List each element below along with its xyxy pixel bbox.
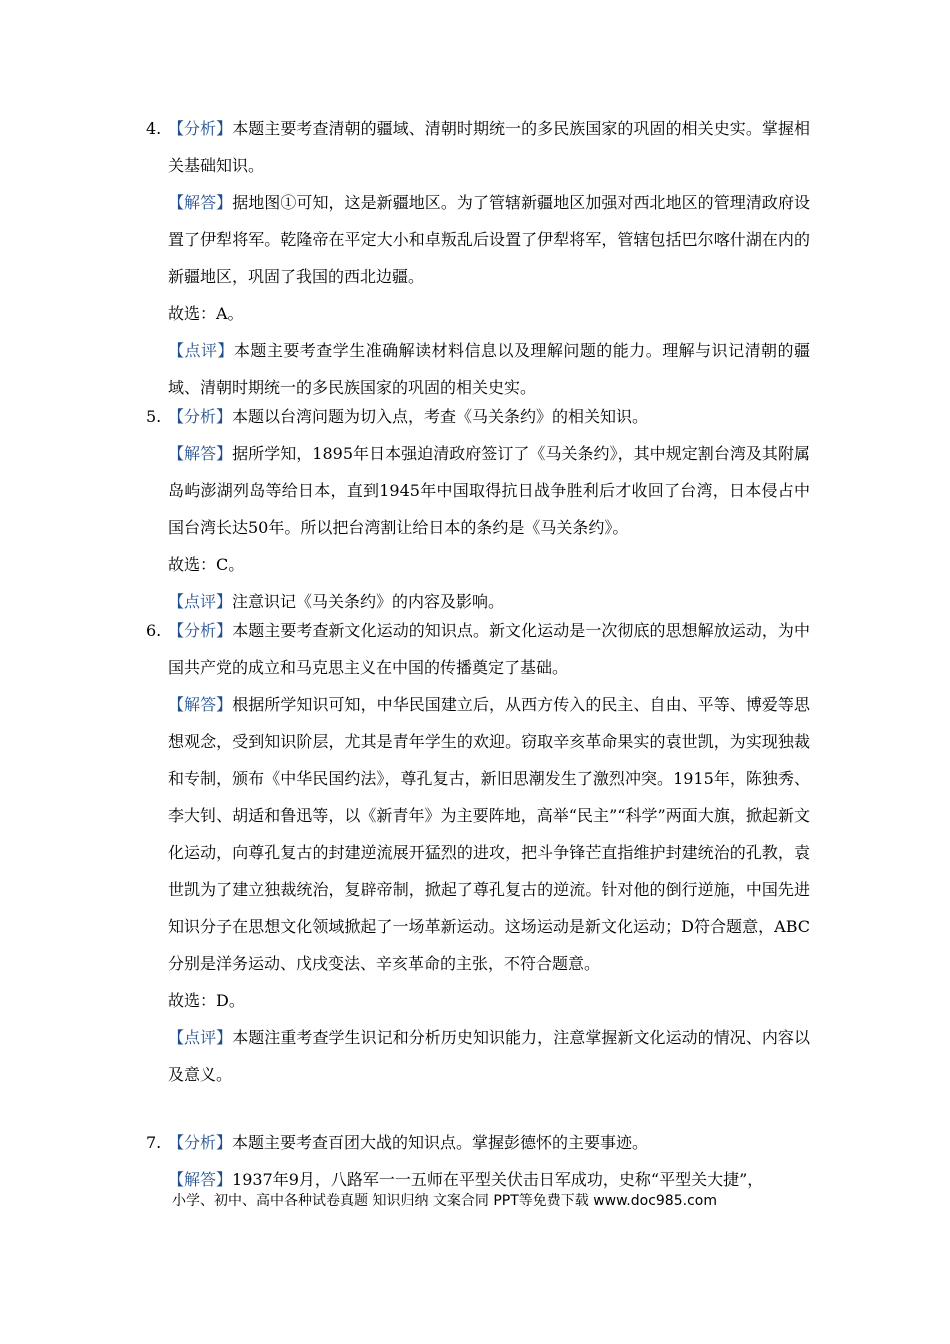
- analysis-paragraph: [146, 398, 810, 435]
- answer-text: 据所学知，1895年日本强迫清政府签订了《马关条约》，其中规定割台湾及其附属岛屿澎湖列岛等给日本，直到1945年中国取得抗日战争胜利后才收回了台湾，日本侵占中国台湾长达50年。所以把台湾割让给日本的条约是《马关条约》。: [168, 444, 810, 537]
- comment-tag: 【点评】: [168, 1028, 233, 1047]
- answer-text: 据地图①可知，这是新疆地区。为了管辖新疆地区加强对西北地区的管理清政府设置了伊犁将军。乾隆帝在平定大小和卓叛乱后设置了伊犁将军，管辖包括巴尔喀什湖在内的新疆地区，巩固了我国的西北边疆。: [168, 193, 810, 286]
- comment-text: 本题主要考查学生准确解读材料信息以及理解问题的能力。理解与识记清朝的疆域、清朝时期统一的多民族国家的巩固的相关史实。: [168, 341, 810, 397]
- answer-tag: 【解答】: [168, 695, 233, 714]
- comment-text: 注意识记《马关条约》的内容及影响。: [232, 592, 505, 611]
- analysis-tag: 【分析】: [168, 119, 233, 138]
- answer-tag: 【解答】: [168, 444, 233, 463]
- analysis-text: 本题以台湾问题为切入点，考查《马关条约》的相关知识。: [232, 407, 649, 426]
- question-5-explanation: [146, 398, 810, 620]
- comment-text: 本题注重考查学生识记和分析历史知识能力，注意掌握新文化运动的情况、内容以及意义。: [168, 1028, 810, 1084]
- comment-paragraph: [146, 1019, 810, 1093]
- answer-text: 根据所学知识可知，中华民国建立后，从西方传入的民主、自由、平等、博爱等思想观念，受到知识阶层，尤其是青年学生的欢迎。窃取辛亥革命果实的袁世凯，为实现独裁和专制，颁布《中华民国约法》，尊孔复古，新旧思潮发生了激烈冲突。1915年，陈独秀、李大钊、胡适和鲁迅等，以《新青年》为主要阵地，高举“民主”“科学”两面大旗，掀起新文化运动，向尊孔复古的封建逆流展开猛烈的进攻，把斗争锋芒直指维护封建统治的孔教，袁世凯为了建立独裁统治，复辟帝制，掀起了尊孔复古的逆流。针对他的倒行逆施，中国先进知识分子在思想文化领域掀起了一场革新运动。这场运动是新文化运动；D符合题意，ABC分别是洋务运动、戊戌变法、辛亥革命的主张，不符合题意。: [168, 695, 810, 973]
- answer-paragraph: [146, 184, 810, 295]
- page-footer: 小学、初中、高中各种试卷真题 知识归纳 文案合同 PPT等免费下载 www.doc985.com: [172, 1193, 717, 1209]
- answer-tag: 【解答】: [168, 1170, 233, 1189]
- comment-paragraph: [146, 332, 810, 406]
- analysis-paragraph: [146, 1124, 810, 1161]
- answer-tag: 【解答】: [168, 193, 233, 212]
- question-4-explanation: [146, 110, 810, 406]
- analysis-text: 本题主要考查新文化运动的知识点。新文化运动是一次彻底的思想解放运动，为中国共产党的成立和马克思主义在中国的传播奠定了基础。: [168, 621, 810, 677]
- question-number: 4.: [146, 119, 162, 138]
- analysis-text: 本题主要考查清朝的疆域、清朝时期统一的多民族国家的巩固的相关史实。掌握相关基础知识。: [168, 119, 810, 175]
- question-number: 6.: [146, 621, 162, 640]
- choice-paragraph: [146, 546, 810, 583]
- answer-paragraph: [146, 686, 810, 982]
- comment-tag: 【点评】: [168, 592, 233, 611]
- choice-paragraph: [146, 295, 810, 332]
- analysis-paragraph: [146, 612, 810, 686]
- analysis-tag: 【分析】: [168, 1133, 233, 1152]
- answer-text: 1937年9月，八路军一一五师在平型关伏击日军成功，史称“平型关大捷”，: [232, 1170, 764, 1189]
- question-6-explanation: [146, 612, 810, 1093]
- analysis-tag: 【分析】: [168, 407, 233, 426]
- comment-tag: 【点评】: [168, 341, 234, 360]
- choice-text: 故选：C。: [168, 555, 245, 574]
- question-7-explanation: [146, 1124, 810, 1198]
- analysis-paragraph: [146, 110, 810, 184]
- choice-text: 故选：D。: [168, 991, 245, 1010]
- choice-paragraph: [146, 982, 810, 1019]
- answer-paragraph: [146, 435, 810, 546]
- question-number: 5.: [146, 407, 162, 426]
- question-number: 7.: [146, 1133, 162, 1152]
- analysis-text: 本题主要考查百团大战的知识点。掌握彭德怀的主要事迹。: [232, 1133, 649, 1152]
- choice-text: 故选：A。: [168, 304, 244, 323]
- analysis-tag: 【分析】: [168, 621, 233, 640]
